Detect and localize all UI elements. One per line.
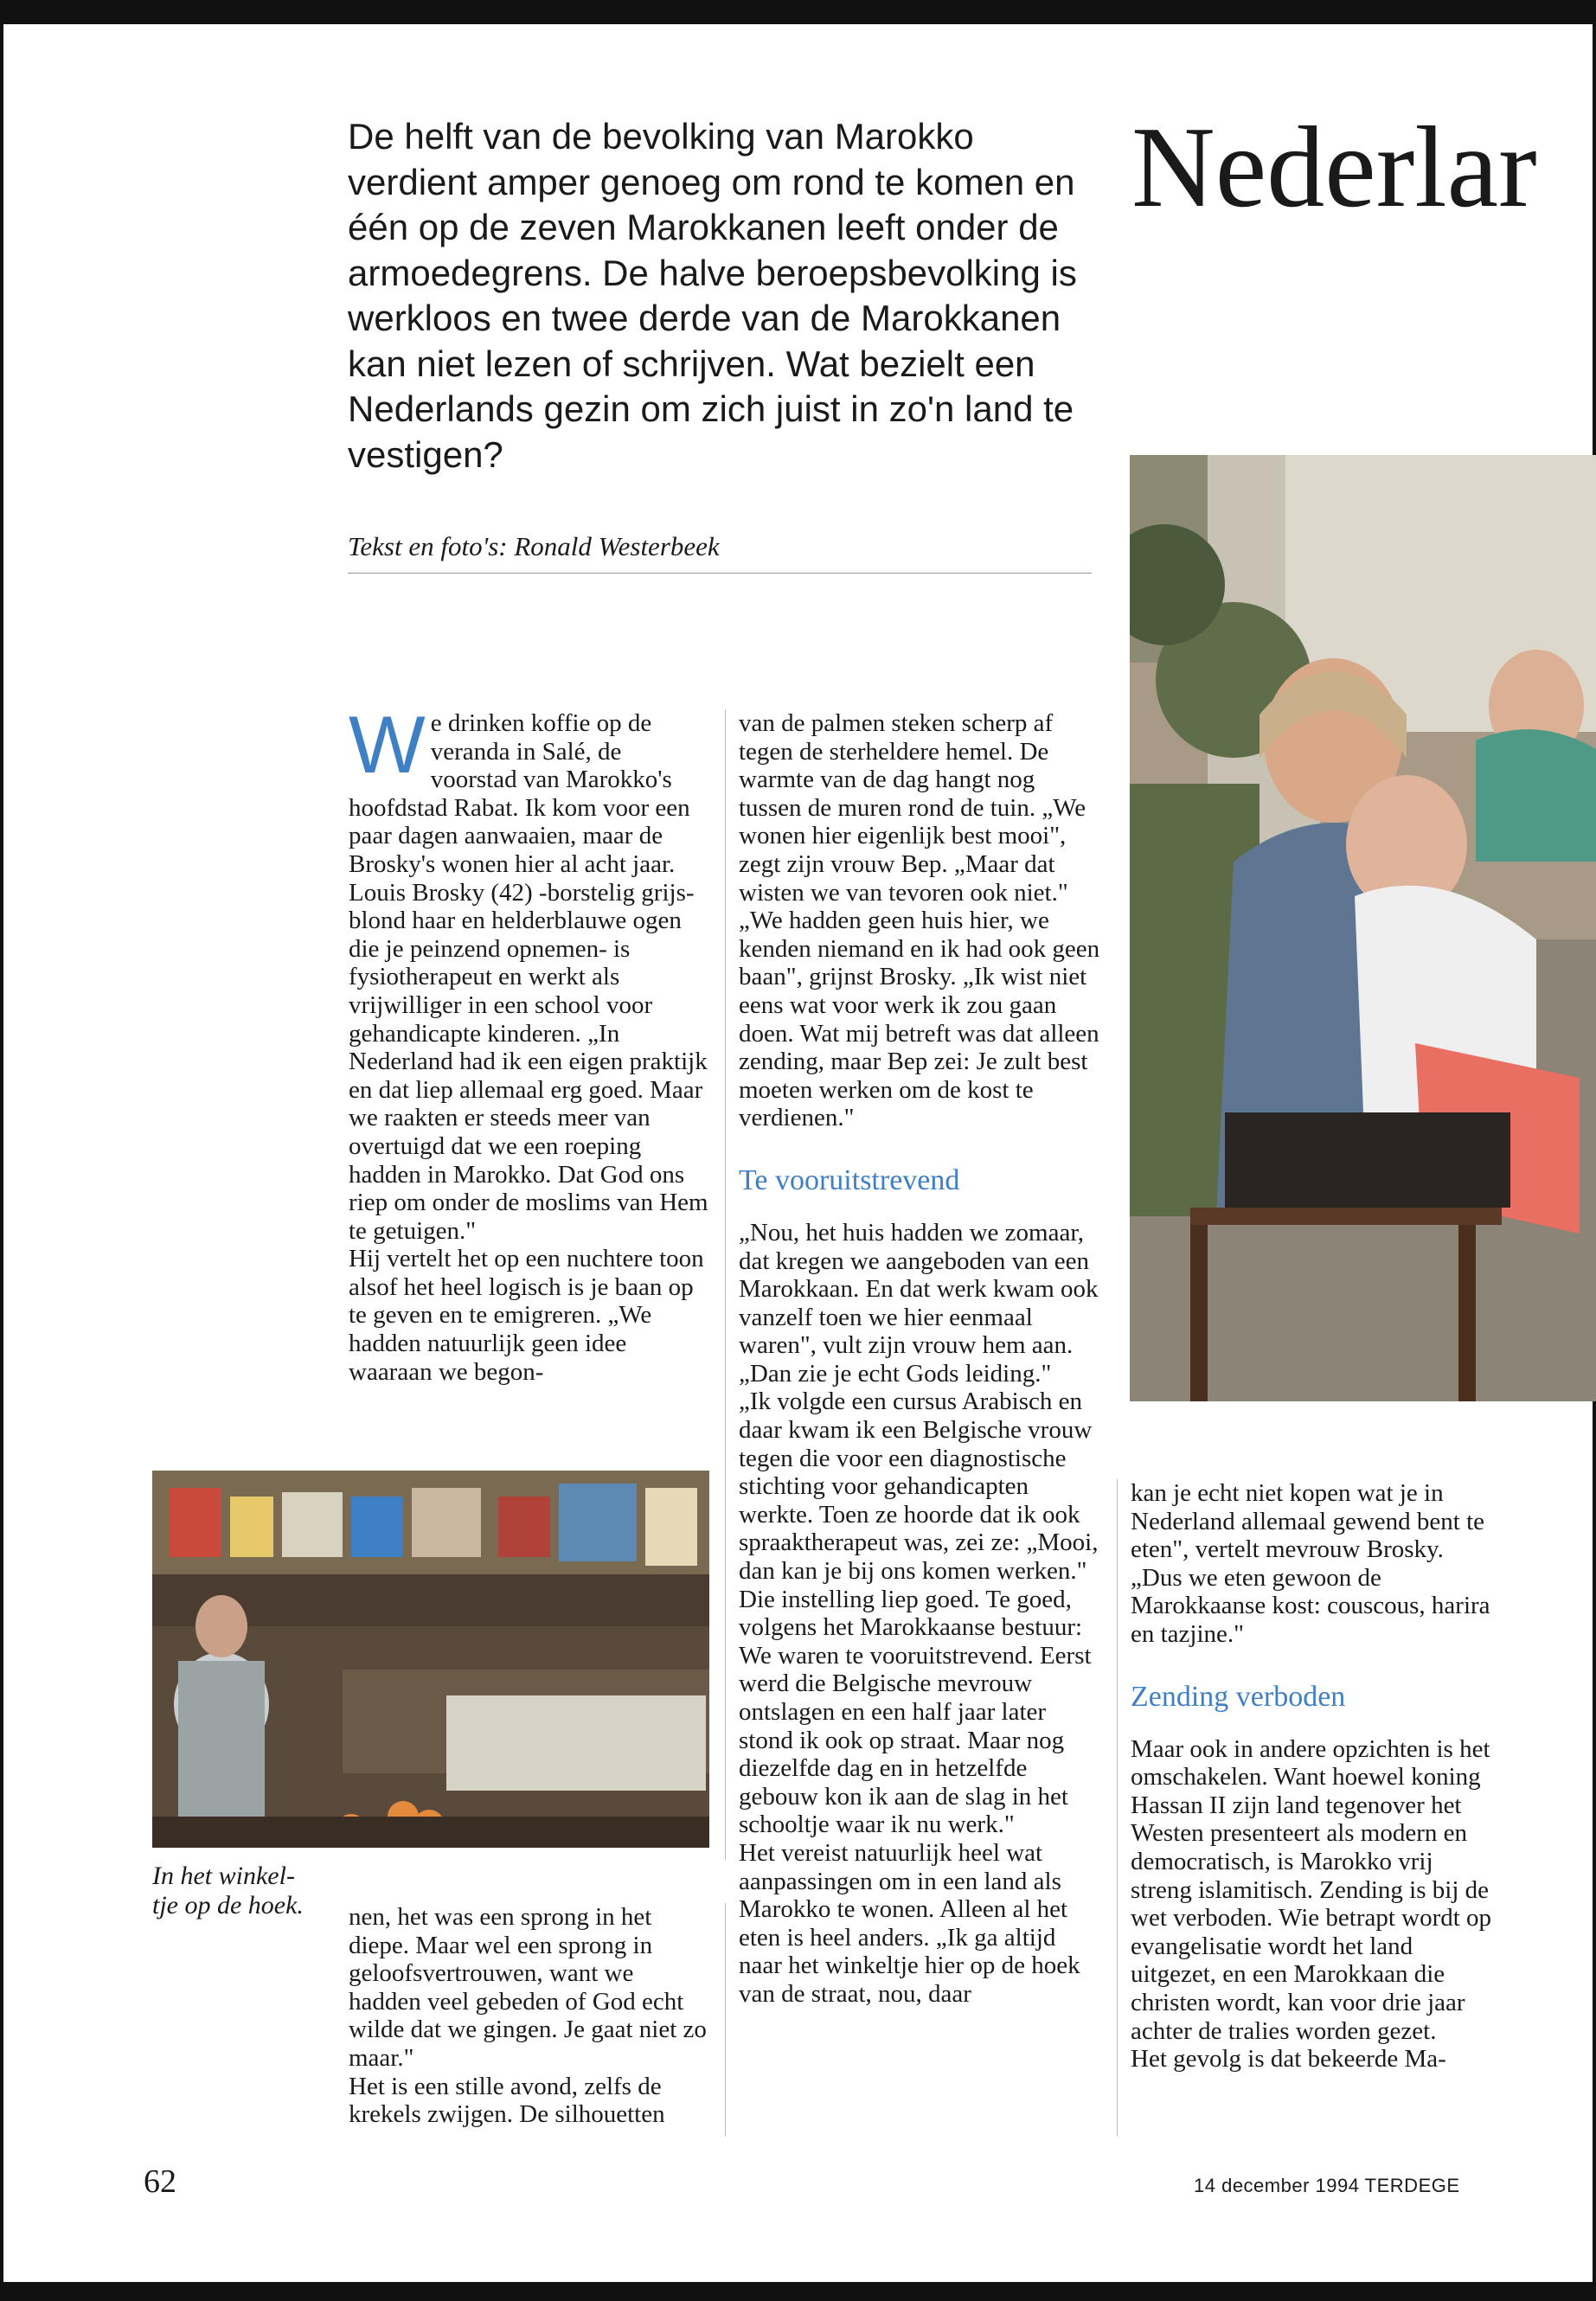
article-column-2 xyxy=(739,709,1102,2009)
shop-photo-graphic xyxy=(152,1471,709,1848)
byline: Tekst en foto's: Ronald Westerbeek xyxy=(348,529,1092,574)
family-photo xyxy=(1130,455,1596,1401)
column-divider-2 xyxy=(1117,1479,1118,2137)
lead-paragraph: De helft van de bevolking van Marokko verdient amper genoeg om rond te komen en één op de zeven Marokkanen leeft onder de armoedegrens. De halve beroepsbevolking is werkloos en twee derde van de Marokkanen kan niet lezen of schrijven. Wat bezielt een Nederlands gezin om zich juist in zo'n land te vestigen? xyxy=(348,116,1077,475)
subhead-te-vooruitstrevend: Te vooruitstrevend xyxy=(739,1163,960,1196)
column-3-text-b: Maar ook in andere opzichten is het omschakelen. Want hoewel koning Hassan II zijn land tegenover het Westen presenteert als modern en democratisch, is Marokko vrij streng islamitisch. Zending is bij de wet verboden. Wie betrapt wordt op evangelisatie wordt het land uitgezet, en een Marokkaan die christen wordt, kan voor drie jaar achter de tralies worden gezet. Het gevolg is dat bekeerde Ma- xyxy=(1131,1734,1492,2073)
left-border xyxy=(0,24,3,2282)
article-column-1 xyxy=(349,699,712,1386)
top-border xyxy=(0,0,1596,24)
column-divider-1b xyxy=(725,1903,726,2137)
column-1-continued-text: nen, het was een sprong in het diepe. Maar wel een sprong in geloofsvertrouwen, want we hadden veel gebeden of God echt wilde dat we gingen. Je gaat niet zo maar." Het is een stille avond, zelfs de krekels zwijgen. De silhouetten xyxy=(349,1903,707,2129)
issue-dateline: 14 december 1994 TERDEGE xyxy=(1194,2175,1460,2196)
column-divider-1 xyxy=(725,709,726,1860)
column-3-text-a: kan je echt niet kopen wat je in Nederland allemaal gewend bent te eten", vertelt mevrouw Brosky. „Dus we eten gewoon de Marokkaanse kost: couscous, harira en tazjine." xyxy=(1131,1479,1490,1648)
column-2-text-a: van de palmen steken scherp af tegen de sterheldere hemel. De warmte van de dag hangt nog tussen de muren rond de tuin. „We wonen hier eigenlijk best mooi", zegt zijn vrouw Bep. „Maar dat wisten we van tevoren ook niet." „We hadden geen huis hier, we kenden niemand en ik had ook geen baan", grijnst Brosky. „Ik wist niet eens wat voor werk ik zou gaan doen. Wat mij betreft was dat alleen zending, maar Bep zei: Je zult best moeten werken om de kost te verdienen." xyxy=(739,709,1100,1132)
photo-caption: In het winkel- tje op de hoek. xyxy=(152,1862,304,1920)
drop-cap: W xyxy=(349,699,426,790)
subhead-zending-verboden: Zending verboden xyxy=(1131,1680,1346,1713)
shop-photo xyxy=(152,1471,709,1848)
headline: Nederlar xyxy=(1131,103,1537,231)
column-1-text: e drinken koffie op de veranda in Salé, de voorstad van Marokko's hoofdstad Rabat. Ik kom voor een paar dagen aanwaaien, maar de Brosky's wonen hier al acht jaar. Louis Brosky (42) -borstelig grijs- blond haar en helderblauwe ogen die je peinzend opnemen- is fysiotherapeut en werkt als vrijwilliger in een school voor gehandicapte kinderen. „In Nederland had ik een eigen praktijk en dat liep allemaal erg goed. Maar we raakten er steeds meer van overtuigd dat we een roeping hadden in Marokko. Dat God ons riep om onder de moslims van Hem te getuigen." Hij vertelt het op een nuchtere toon alsof het heel logisch is je baan op te geven en te emigreren. „We hadden natuurlijk geen idee waaraan we begon- xyxy=(349,709,708,1386)
page-number: 62 xyxy=(144,2163,176,2200)
column-2-text-b: „Nou, het huis hadden we zomaar, dat kregen we aangeboden van een Marokkaan. En dat werk kwam ook vanzelf toen we hier eenmaal waren", vult zijn vrouw hem aan. „Dan zie je echt Gods leiding." „Ik volgde een cursus Arabisch en daar kwam ik een Belgische vrouw tegen die voor een diagnostische stichting voor gehandicapten werkte. Toen ze hoorde dat ik ook spraaktherapeut was, zei ze: „Mooi, dan kan je bij ons komen werken." Die instelling liep goed. Te goed, volgens het Marokkaanse bestuur: We waren te vooruitstrevend. Eerst werd die Belgische mevrouw ontslagen en een half jaar later stond ik ook op straat. Maar nog diezelfde dag en in hetzelfde gebouw kon ik aan de slag in het schooltje waar ik nu werk." Het vereist natuurlijk heel wat aanpassingen om in een land als Marokko te wonen. Alleen al het eten is heel anders. „Ik ga altijd naar het winkeltje hier op de hoek van de straat, nou, daar xyxy=(739,1218,1099,2008)
article-column-1-continued xyxy=(349,1903,712,2129)
article-column-3 xyxy=(1131,1479,1494,2073)
bottom-border xyxy=(0,2282,1596,2301)
family-photo-graphic xyxy=(1130,455,1596,1401)
